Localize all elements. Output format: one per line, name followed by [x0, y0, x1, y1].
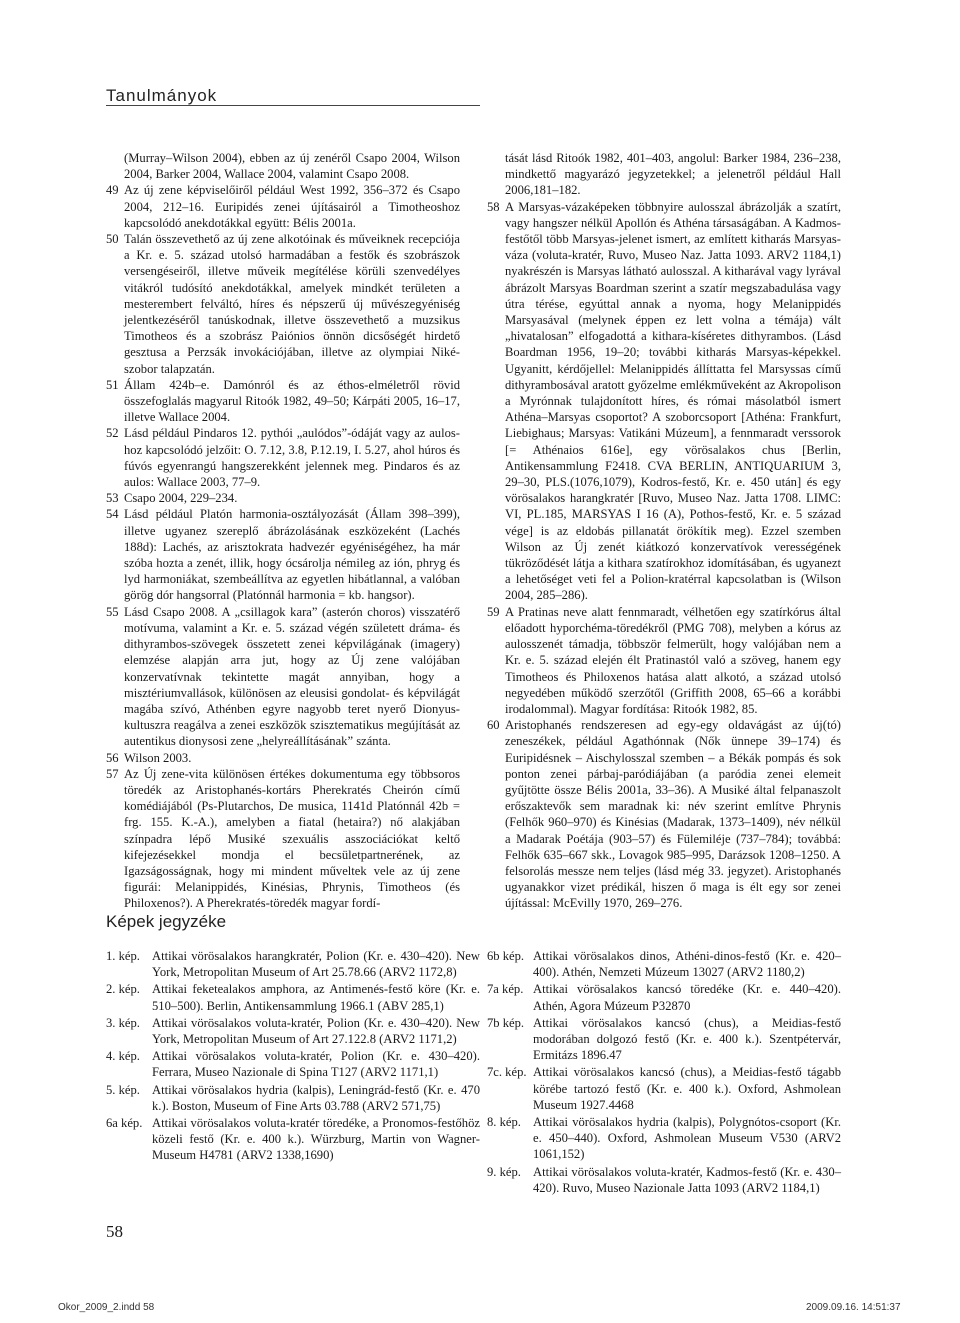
picture-item: 7c. kép. Attikai vörösalakos kancsó (chus), a Meidias-festő tágabb körébe tartozó festő (Kr. e. 400 k.). Oxford, Ashmolean Museum 1927.4468 — [487, 1065, 841, 1112]
picture-item: 1. kép. Attikai vörösalakos harangkratér, Polion (Kr. e. 430–420). New York, Metropolitan Museum of Art 25.78.66 (ARV2 1172,8) — [106, 949, 480, 980]
picture-list-title: Képek jegyzéke — [106, 912, 227, 931]
picture-item: 7a kép. Attikai vörösalakos kancsó töredéke (Kr. e. 440–420). Athén, Agora Múzeum P32870 — [487, 982, 841, 1013]
footnote-60: 60 Aristophanés rendszeresen ad egy-egy oldavágást az új(tó) zeneszékek, például Agathónnak (Nők ünnepe 39–174) és Euripidésnek – Aischylosszal szemben – a Békák pompás és sok ponton zenei párbaj-paródiájában (a paródia zenei elemeit gyűjtötte össze Bélis 2001a, 33–36). A Musiké által felpanaszolt erőszaktevők sem maradnak ki: név szerint említve Phrynis (Felhők 960–970) és Kinésias (Madarak, 1373–1409), név nélkül a Madarak Poétája (903–57) és Fülemiléje (737–784); továbbá: Felhők 635–667 skk., Lovagok 985–995, Darázsok 1208–1250. A felsorolás messze nem teljes (lásd még 33. jegyzet). Aristophanés ugyanakkor vizet prédikál, hiszen ő maga is élt egy sor zenei újítással: McEvilly 1970, 269–276. — [487, 718, 841, 911]
left-column — [106, 150, 460, 912]
picture-list-right — [487, 948, 841, 1197]
picture-list-left — [106, 948, 480, 1165]
footnote-56: 56 Wilson 2003. — [106, 750, 192, 765]
footnote-50: 50 Talán összevethető az új zene alkotóinak és műveiknek recepciója a Kr. e. 5. század utolsó harmadában a festők és szobrászok versengéseiről, illetve műveik megítélése körüli szenvedélyes vitákról tudósító anekdotákkal, amelyek mindkét területen a mesterembert felváltó, híres és népszerű új művészegyéniség jelentkezéséről tanúskodnak, illetve összevethető a muzsikus Timotheos és a szobrász Paiónios önnön dicsőségét hirdető gesztusa a Perzsák invokációjában, illetve az olympiai Niké-szobor talapzatán. — [106, 232, 460, 376]
footnote-51: 51 Állam 424b–e. Damónról és az éthos-elméletről rövid összefoglalás magyarul Ritoók 1982, 49–50; Kárpáti 2005, 16–17, illetve Wallace 2004. — [106, 377, 460, 425]
note-continuation: tását lásd Ritoók 1982, 401–403, angolul: Barker 1984, 236–238, mindkettő magyarázó jegyzetekkel; a jelenetről például Hall 2006,181–182. — [505, 151, 841, 198]
footnote-52: 52 Lásd például Pindaros 12. pythói „aulódos”-ódáját vagy az auloshoz kapcsolódó jelzőit: O. 7.12, 3.8, P.12.19, I. 5.27, ahol húros és fúvós egyenrangú hangszerekként jelennek meg. Pindaros és az aulos: Wallace 2003, 77–9. — [106, 426, 460, 490]
footnote-59: 59 A Pratinas neve alatt fennmaradt, vélhetően egy szatírkórus által előadott hyporchéma-töredékről (PMG 708), melyben a kórus az aulosszenét támadja, többször felmerült, hogy valójában nem a Kr. e. 5. század elején élt Pratinastól való a szöveg, hanem egy Timotheos és Philoxenos hatása alatt alkotó, a század utolsó negyedében működő szerzőtől (Griffith 2008, 65–66 a korábbi irodalommal). Magyar fordítása: Ritoók 1982, 85. — [487, 604, 841, 716]
footnote-54: 54 Lásd például Platón harmonia-osztályozását (Állam 398–399), illetve ugyanez szereplő ábrázolásának eszközeként (Lachés 188d): Lachés, az arisztokrata hadvezér egyéniségéhez, ha már szóba hozta a zenét, illik, hogy ócsárolja némileg az ión, phryg és lyd harmoniákat, szembeállítva az egyetlen hibátlannal, a valóban görög dór hangsorral (Platónnál harmonia = kb. hangsor). — [106, 507, 460, 603]
picture-item: 9. kép. Attikai vörösalakos voluta-kratér, Kadmos-festő (Kr. e. 430–420). Ruvo, Museo Nazionale Jatta 1093 (ARV2 1184,1) — [487, 1164, 841, 1195]
picture-item: 6b kép. Attikai vörösalakos dinos, Athéni-dinos-festő (Kr. e. 420–400). Athén, Nemzeti Múzeum 13027 (ARV2 1180,2) — [487, 949, 841, 980]
footer-timestamp: 2009.09.16. 14:51:37 — [806, 1302, 901, 1313]
footer-file-info: Okor_2009_2.indd 58 — [58, 1302, 155, 1313]
picture-item: 7b kép. Attikai vörösalakos kancsó (chus), a Meidias-festő modorában dolgozó festő (Kr. e. 400 k.). Szentpétervár, Ermitázs 1896.47 — [487, 1015, 841, 1063]
picture-item: 5. kép. Attikai vörösalakos hydria (kalpis), Leningrád-festő (Kr. e. 470 k.). Boston, Museum of Fine Arts 03.788 (ARV2 571,75) — [106, 1082, 480, 1113]
picture-item: 6a kép. Attikai vörösalakos voluta-kratér töredéke, a Pronomos-festőhöz közeli festő (Kr. e. 400 k.). Würzburg, Martin von Wagner-Museum H4781 (ARV2 1338,1690) — [106, 1116, 480, 1163]
right-column — [487, 150, 841, 912]
footnote-55: 55 Lásd Csapo 2008. A „csillagok kara” (asterón choros) visszatérő motívuma, valamint a Kr. e. 5. század végén született dráma- és dithyrambos-szövegek összetett zenei képvilágának (imagery) elemzése alapján arra jut, hogy az Új zene valójában konzervatívnak tekintette magát annyiban, hogy a misztériumvallások, különösen az eleusisi gondolat- és képvilágát magába szívó, Athénben egyre nagyobb teret nyerő Dionyus-kultuszra reagálva a zenei eszközök szisztematikus megújítását az autentikus dionysosi zene „helyreállításának” szánta. — [106, 604, 460, 749]
footnote-58: 58 A Marsyas-vázaképeken többnyire aulosszal ábrázolják a szatírt, vagy hangszer nélkül Apollón és Athéna társaságában. A Kadmos-festőtől több Marsyas-jelenet ismert, az említett kitharás Marsyas-váza (voluta-kratér, Ruvo, Museo Naz. Jatta 1093. ARV2 1184,1) nyakrészén is Marsyas látható aulosszal. A kitharával vagy lyrával ábrázolt Marsyas Boardman szerint a szatír megszabadulása vagy útra térése, egyúttal annak a nyoma, hogy Melanippidés Marsyasával (melynek éppen ez lett volna a témája) vált „hivatalosan” elfogadottá a kithara-kíséretes dithyrambos. (Lásd Boardman 1956, 19–20; további kitharás Marsyas-képekkel. Ugyanitt, kérdőjellel: Melanippidés állíttatta fel Marsyssas című dithyrambosával aratott győzelme emlékműveként az Akropolison a Myrónnak tulajdonított híres, és római másolatból ismert Athéna–Marsyas csoportot? A szoborcsoport [Athéna: Frankfurt, Liebighaus; Marsyas: Vatikáni Múzeum], a fennmaradt verssorok [= Athénaios 616e], egy vörösalakos chus [Berlin, Antikensammlung F2418. CVA BERLIN, ANTIQUARIUM 3, 29–30, PLS.(1076,1079), Kodros-festő, Kr. e. 450 után] és egy vörösalakos harangkratér [Ruvo, Museo Naz. Jatta 1708. LIMC: VI, PL.185, MARSYAS I 16 (A), Pothos-festő, Kr. e. 5 század vége] is az eldobás pillanatát örökítik meg). Ezzel szemben Wilson az Új zenét kiátkozó konzervatívok verességének tükröződését látja a kithara szatírokhoz idomításában, és ugyanezt a lehetőséget veti fel a Polion-kratérral kapcsolatban is (Wilson 2004, 285–286). — [487, 199, 841, 603]
footnote-57: 57 Az Új zene-vita különösen értékes dokumentuma egy többsoros töredék az Aristophanés-kortárs Pherekratés Cheirón című komédiájából (Ps-Plutarchos, De musica, 1141d Platónnál 42b = frg. 155. K.-A.), amelyben a fiatal (hetaira?) nő alakjában színpadra lépő Musiké szexuális asszociációkat keltő kifejezésekkel mondja el becsületpartnerének, az Igazságosságnak, hogy mi mindent műveltek vele az új zene figurái: Melanippidés, Kinésias, Phrynis, Timotheos (és Philoxenos?). A Pherekratés-töredék magyar fordí- — [106, 766, 460, 911]
picture-item: 3. kép. Attikai vörösalakos voluta-kratér, Polion (Kr. e. 430–420). New York, Metropolitan Museum of Art 27.122.8 (ARV2 1171,2) — [106, 1015, 480, 1047]
section-title: Tanulmányok — [106, 86, 218, 105]
picture-item: 8. kép. Attikai vörösalakos hydria (kalpis), Polygnótos-csoport (Kr. e. 450–440). Oxford, Ashmolean Museum V530 (ARV2 1061,152) — [487, 1115, 841, 1162]
picture-item: 2. kép. Attikai feketealakos amphora, az Antimenés-festő köre (Kr. e. 510–500). Berlin, Antikensammlung 1966.1 (ABV 285,1) — [106, 982, 480, 1013]
picture-item: 4. kép. Attikai vörösalakos voluta-kratér, Polion (Kr. e. 430–420). Ferrara, Museo Nazionale di Spina T127 (ARV2 1171,1) — [106, 1049, 480, 1080]
header-rule — [106, 105, 480, 106]
note-continuation: (Murray–Wilson 2004), ebben az új zenéről Csapo 2004, Wilson 2004, Barker 2004, Wallace 2004, valamint Csapo 2008. — [124, 151, 460, 182]
footnote-53: 53 Csapo 2004, 229–234. — [106, 491, 238, 506]
footnote-49: 49 Az új zene képviselőiről például West 1992, 356–372 és Csapo 2004, 212–16. Euripidés zenei újításairól a Timotheoshoz kapcsolódó anekdotákkal együtt: Bélis 2001a. — [106, 183, 460, 230]
page-number: 58 — [106, 1222, 123, 1241]
